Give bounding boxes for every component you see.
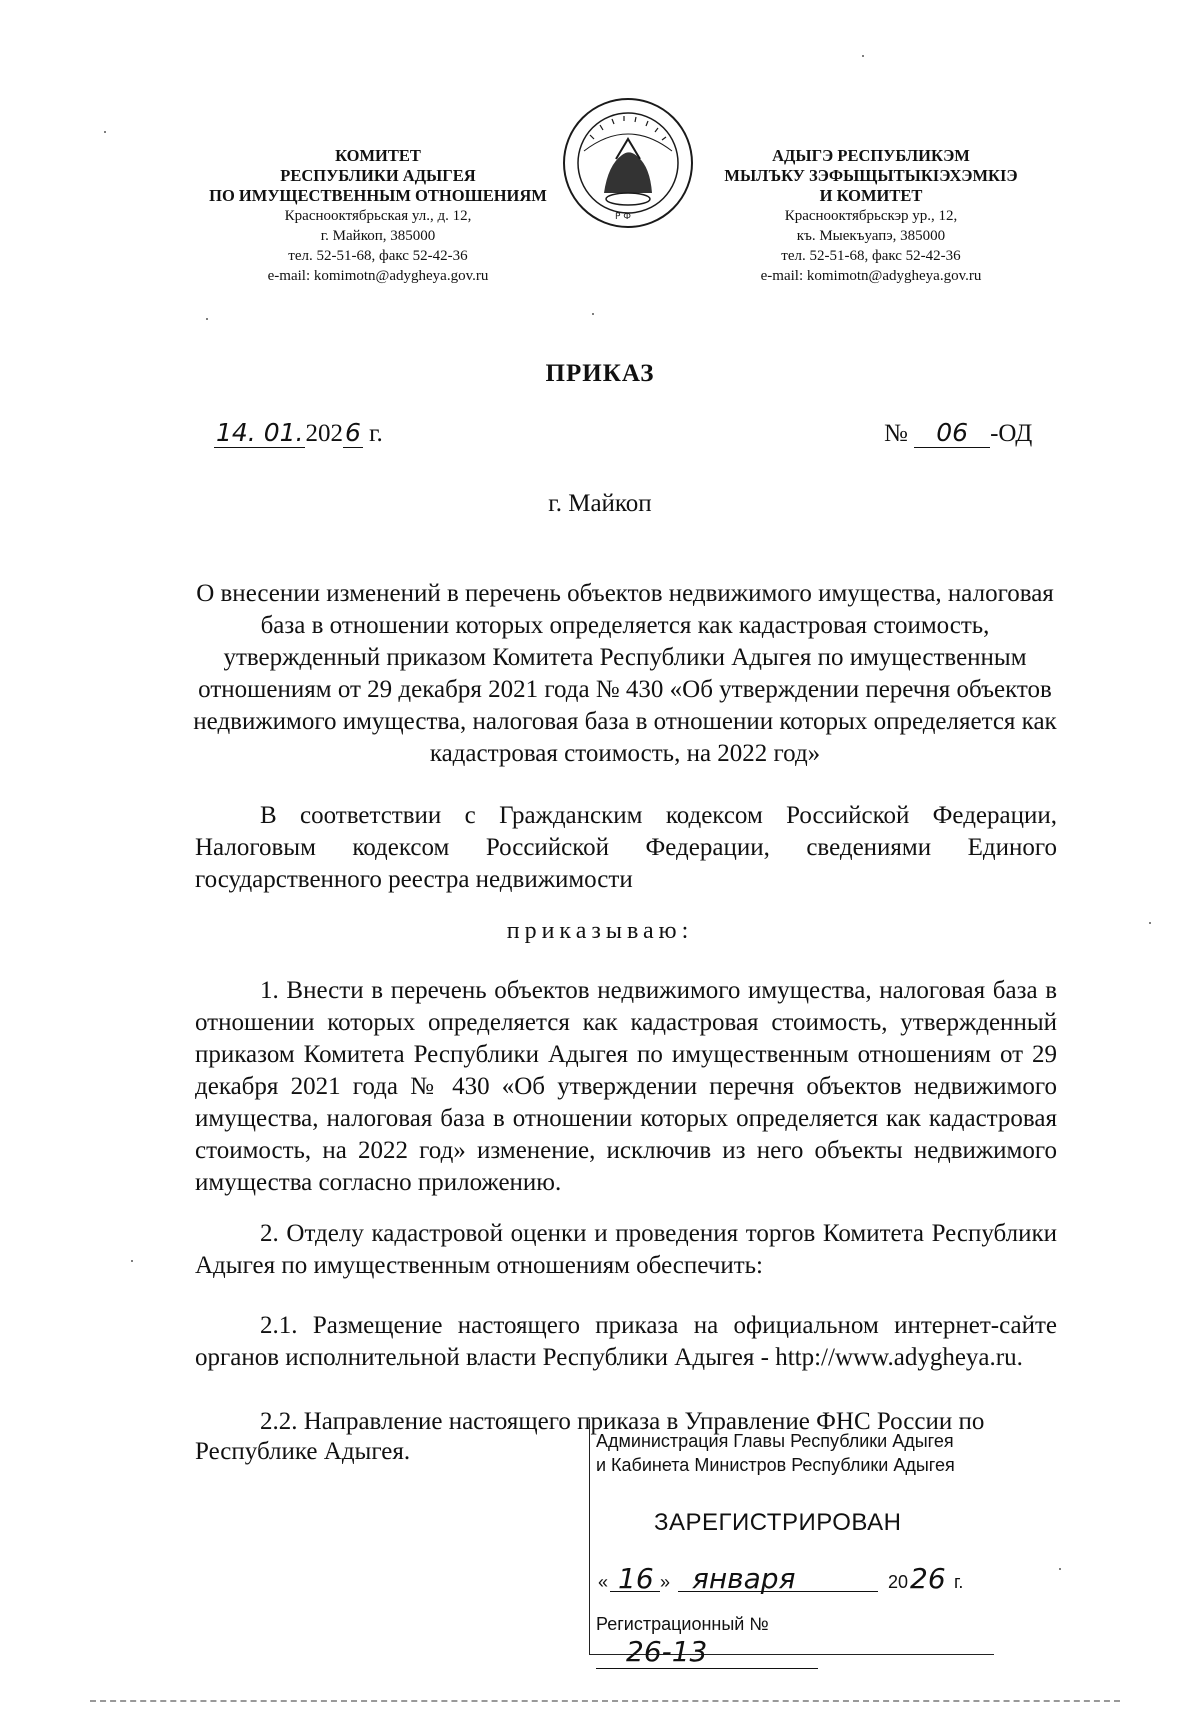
order-date-handwritten: 14. 01. [216,418,304,447]
scan-speck [104,131,106,133]
prikazyvayu: приказываю: [506,918,694,944]
stamp-org-line1: Администрация Главы Республики Адыгея [596,1431,954,1451]
city: г. Майкоп [548,490,652,517]
scan-speck [1149,922,1151,924]
org-name-adyghe-line3: И КОМИТЕТ [819,186,923,205]
stamp-org [596,1429,955,1477]
stamp-reg-number-handwritten: 26-13 [596,1635,818,1669]
org-phone-adyghe: тел. 52-51-68, факс 52-42-36 [781,248,961,264]
stamp-quote-open: « [598,1572,609,1592]
stamp-month-handwritten: января [692,1562,796,1595]
stamp-year-suffix: г. [954,1572,964,1592]
org-email-adyghe: e-mail: komimotn@adygheya.gov.ru [760,268,982,284]
item-1: 1. Внести в перечень объектов недвижимого имущества, налоговая база в отношении которых определяется как кадастровая стоимость, утвержденный приказом Комитета Республики Адыгея по имущественным отношениям от 29 декабря 2021 года № 430 «Об утверждении перечня объектов недвижимого имущества, налоговая база в отношении которых определяется как кадастровая стоимость, на 2022 год» изменение, исключив из него объекты недвижимого имущества согласно приложению. [195,977,1057,1196]
svg-text:Р Ф: Р Ф [615,212,632,222]
order-number-suffix: -ОД [990,420,1033,447]
scan-speck [206,318,208,320]
org-name-adyghe-line1: АДЫГЭ РЕСПУБЛИКЭМ [772,146,970,165]
coat-of-arms-icon [560,95,696,231]
order-date-year-handwritten: 6 [344,418,361,447]
header-right [706,146,1036,286]
preamble: В соответствии с Гражданским кодексом Российской Федерации, Налоговым кодексом Российской Федерации, сведениями Единого государственного реестра недвижимости [195,802,1057,893]
org-address-adyghe1: Краснооктябрьскэр ур., 12, [784,208,958,224]
scan-speck [1059,1568,1061,1570]
scan-edge-artifact [90,1700,1120,1702]
org-phone: тел. 52-51-68, факс 52-42-36 [288,248,468,264]
item-2-2-line1: 2.2. Направление настоящего приказа в Управление ФНС России по [260,1408,985,1435]
registration-stamp [589,1419,994,1668]
scan-speck [592,313,594,315]
org-address1: Краснооктябрьская ул., д. 12, [284,208,472,224]
scan-speck [131,1260,133,1262]
order-subject: О внесении изменений в перечень объектов недвижимого имущества, налоговая база в отношении которых определяется как кадастровая стоимость, утвержденный приказом Комитета Республики Адыгея по имущественным отношениям от 29 декабря 2021 года № 430 «Об утверждении перечня объектов недвижимого имущества, налоговая база в отношении которых определяется как кадастровая стоимость, на 2022 год» [193,580,1057,767]
order-date [214,418,383,448]
stamp-registered: ЗАРЕГИСТРИРОВАН [654,1509,902,1536]
order-number-prefix: № [884,420,908,447]
stamp-day-handwritten: 16 [618,1562,654,1595]
stamp-day-underline [610,1591,660,1592]
org-name-adyghe-line2: МЫЛЪКУ ЗЭФЫЩЫТЫКIЭХЭМКIЭ [724,166,1018,185]
item-2: 2. Отделу кадастровой оценки и проведения торгов Комитета Республики Адыгея по имущественным отношениям обеспечить: [195,1220,1057,1279]
org-name-line3: ПО ИМУЩЕСТВЕННЫМ ОТНОШЕНИЯМ [209,186,547,205]
order-date-suffix: г. [369,420,383,447]
header-left [188,146,568,286]
stamp-quote-close: » [660,1572,671,1592]
item-2-1: 2.1. Размещение настоящего приказа на официальном интернет-сайте органов исполнительной власти Республики Адыгея - http://www.adygheya.ru. [195,1312,1057,1371]
scan-speck [862,55,864,57]
org-address-adyghe2: къ. Мыекъуапэ, 385000 [796,228,946,244]
stamp-year-handwritten: 26 [910,1562,946,1595]
org-address2: г. Майкоп, 385000 [320,228,436,244]
order-date-year-prefix: 202 [305,420,343,447]
stamp-reg-number [596,1614,991,1669]
stamp-org-line2: и Кабинета Министров Республики Адыгея [596,1455,955,1475]
document-title: ПРИКАЗ [545,360,655,387]
stamp-date [596,1557,991,1597]
order-number [884,418,1032,448]
order-number-handwritten: 06 [914,418,990,448]
item-2-2-line2: Республике Адыгея. [195,1438,411,1465]
org-name-line2: РЕСПУБЛИКИ АДЫГЕЯ [280,166,476,185]
org-email: e-mail: komimotn@adygheya.gov.ru [267,268,489,284]
stamp-year-prefix: 20 [888,1572,909,1592]
org-name-line1: КОМИТЕТ [335,146,421,165]
stamp-reg-label: Регистрационный № [596,1614,769,1634]
stamp-month-underline [678,1591,878,1592]
